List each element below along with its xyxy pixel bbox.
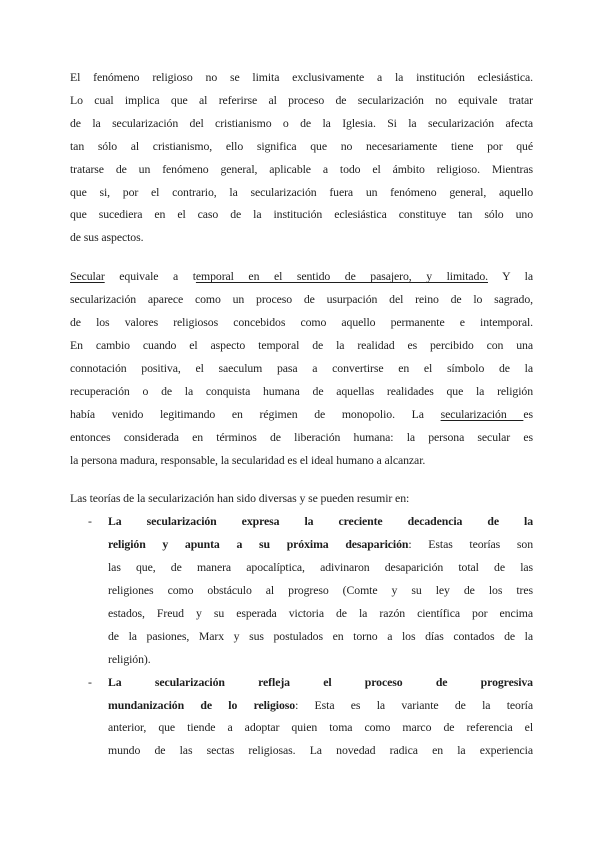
text-segment: anterior, que tiende a adoptar quien toma como marco de referencia el — [108, 720, 533, 735]
text-segment: connotación positiva, el saeculum pasa a convertirse en el símbolo de la — [70, 360, 533, 375]
text-line — [108, 533, 533, 556]
bold-text: La secularización refleja el proceso de progresiva — [108, 674, 533, 689]
paragraph — [70, 265, 533, 471]
text-line — [70, 426, 533, 449]
text-segment: tan sólo al cristianismo, ello significa que no necesariamente tiene por qué — [70, 138, 533, 153]
text-segment: religiones como obstáculo al progreso (Comte y su ley de los tres — [108, 583, 533, 598]
paragraph-spacer — [70, 249, 533, 265]
bold-text: religión y apunta a su próxima desaparición — [108, 537, 409, 552]
paragraph — [70, 487, 533, 510]
text-line — [108, 648, 533, 671]
text-line — [70, 403, 533, 426]
underlined-text: Secular — [70, 269, 105, 284]
text-line — [70, 226, 533, 249]
bullet-dash: - — [88, 674, 92, 689]
list-item — [70, 671, 533, 763]
text-line — [70, 265, 533, 288]
text-line — [70, 357, 533, 380]
text-line — [70, 449, 533, 472]
text-line — [70, 311, 533, 334]
text-segment: Lo cual implica que al referirse al proceso de secularización no equivale tratar — [70, 92, 533, 107]
text-segment: equivale a t — [104, 269, 196, 284]
list-item — [70, 510, 533, 670]
text-line — [70, 158, 533, 181]
text-line — [70, 112, 533, 135]
text-line — [70, 66, 533, 89]
text-line — [70, 334, 533, 357]
underlined-text: secularización — [440, 406, 524, 421]
text-segment: : Estas teorías son — [408, 537, 534, 552]
text-segment: secularización aparece como un proceso de usurpación del reino de lo sagrado, — [70, 292, 533, 307]
text-segment: estados, Freud y su esperada victoria de la razón científica por encima — [108, 605, 533, 620]
text-segment: Las teorías de la secularización han sido diversas y se pueden resumir en: — [70, 491, 410, 506]
text-segment: tratarse de un fenómeno general, aplicable a todo el ámbito religioso. Mientras — [70, 161, 533, 176]
paragraph-spacer — [70, 471, 533, 487]
text-line — [70, 89, 533, 112]
text-segment: entonces considerada en términos de liberación humana: la persona secular es — [70, 429, 533, 444]
text-line — [70, 288, 533, 311]
text-segment: las que, de manera apocalíptica, adivinaron desaparición total de las — [108, 560, 533, 575]
text-segment: recuperación o de la conquista humana de aquellas realidades que la religión — [70, 383, 533, 398]
text-segment: de la pasiones, Marx y sus postulados en torno a los días contados de la — [108, 628, 533, 643]
underlined-text: emporal en el sentido de pasajero, y limitado. — [195, 269, 488, 284]
text-line — [70, 203, 533, 226]
text-segment: En cambio cuando el aspecto temporal de la realidad es percibido con una — [70, 337, 533, 352]
text-segment: : Esta es la variante de la teoría — [295, 697, 533, 712]
text-line — [108, 694, 533, 717]
text-segment: Y la — [487, 269, 533, 284]
text-line — [108, 602, 533, 625]
text-segment: de los valores religiosos concebidos como aquello permanente e intemporal. — [70, 315, 533, 330]
text-segment: de la secularización del cristianismo o de la Iglesia. Si la secularización afecta — [70, 115, 533, 130]
text-line — [108, 625, 533, 648]
text-segment: la persona madura, responsable, la secularidad es el ideal humano a alcanzar. — [70, 452, 426, 467]
text-segment: de sus aspectos. — [70, 230, 144, 245]
text-line — [70, 487, 533, 510]
bold-text: mundanización de lo religioso — [108, 697, 296, 712]
text-line — [108, 510, 533, 533]
text-line — [108, 671, 533, 694]
text-line — [70, 181, 533, 204]
text-line — [108, 739, 533, 762]
text-segment: había venido legitimando en régimen de monopolio. La — [70, 406, 441, 421]
bullet-dash: - — [88, 514, 92, 529]
text-line — [70, 380, 533, 403]
text-segment: que sucediera en el caso de la institución eclesiástica constituye tan sólo uno — [70, 207, 533, 222]
paragraph — [70, 66, 533, 249]
text-line — [70, 135, 533, 158]
text-line — [108, 579, 533, 602]
text-segment: religión). — [108, 651, 151, 666]
document-content — [70, 66, 533, 762]
text-segment: mundo de las sectas religiosas. La novedad radica en la experiencia — [108, 743, 533, 758]
text-segment: El fenómeno religioso no se limita exclusivamente a la institución eclesiástica. — [70, 70, 533, 84]
text-line — [108, 556, 533, 579]
text-line — [108, 716, 533, 739]
text-segment: que si, por el contrario, la secularización fuera un fenómeno general, aquello — [70, 184, 533, 199]
text-segment: es — [523, 406, 534, 421]
bold-text: La secularización expresa la creciente decadencia de la — [108, 514, 533, 529]
